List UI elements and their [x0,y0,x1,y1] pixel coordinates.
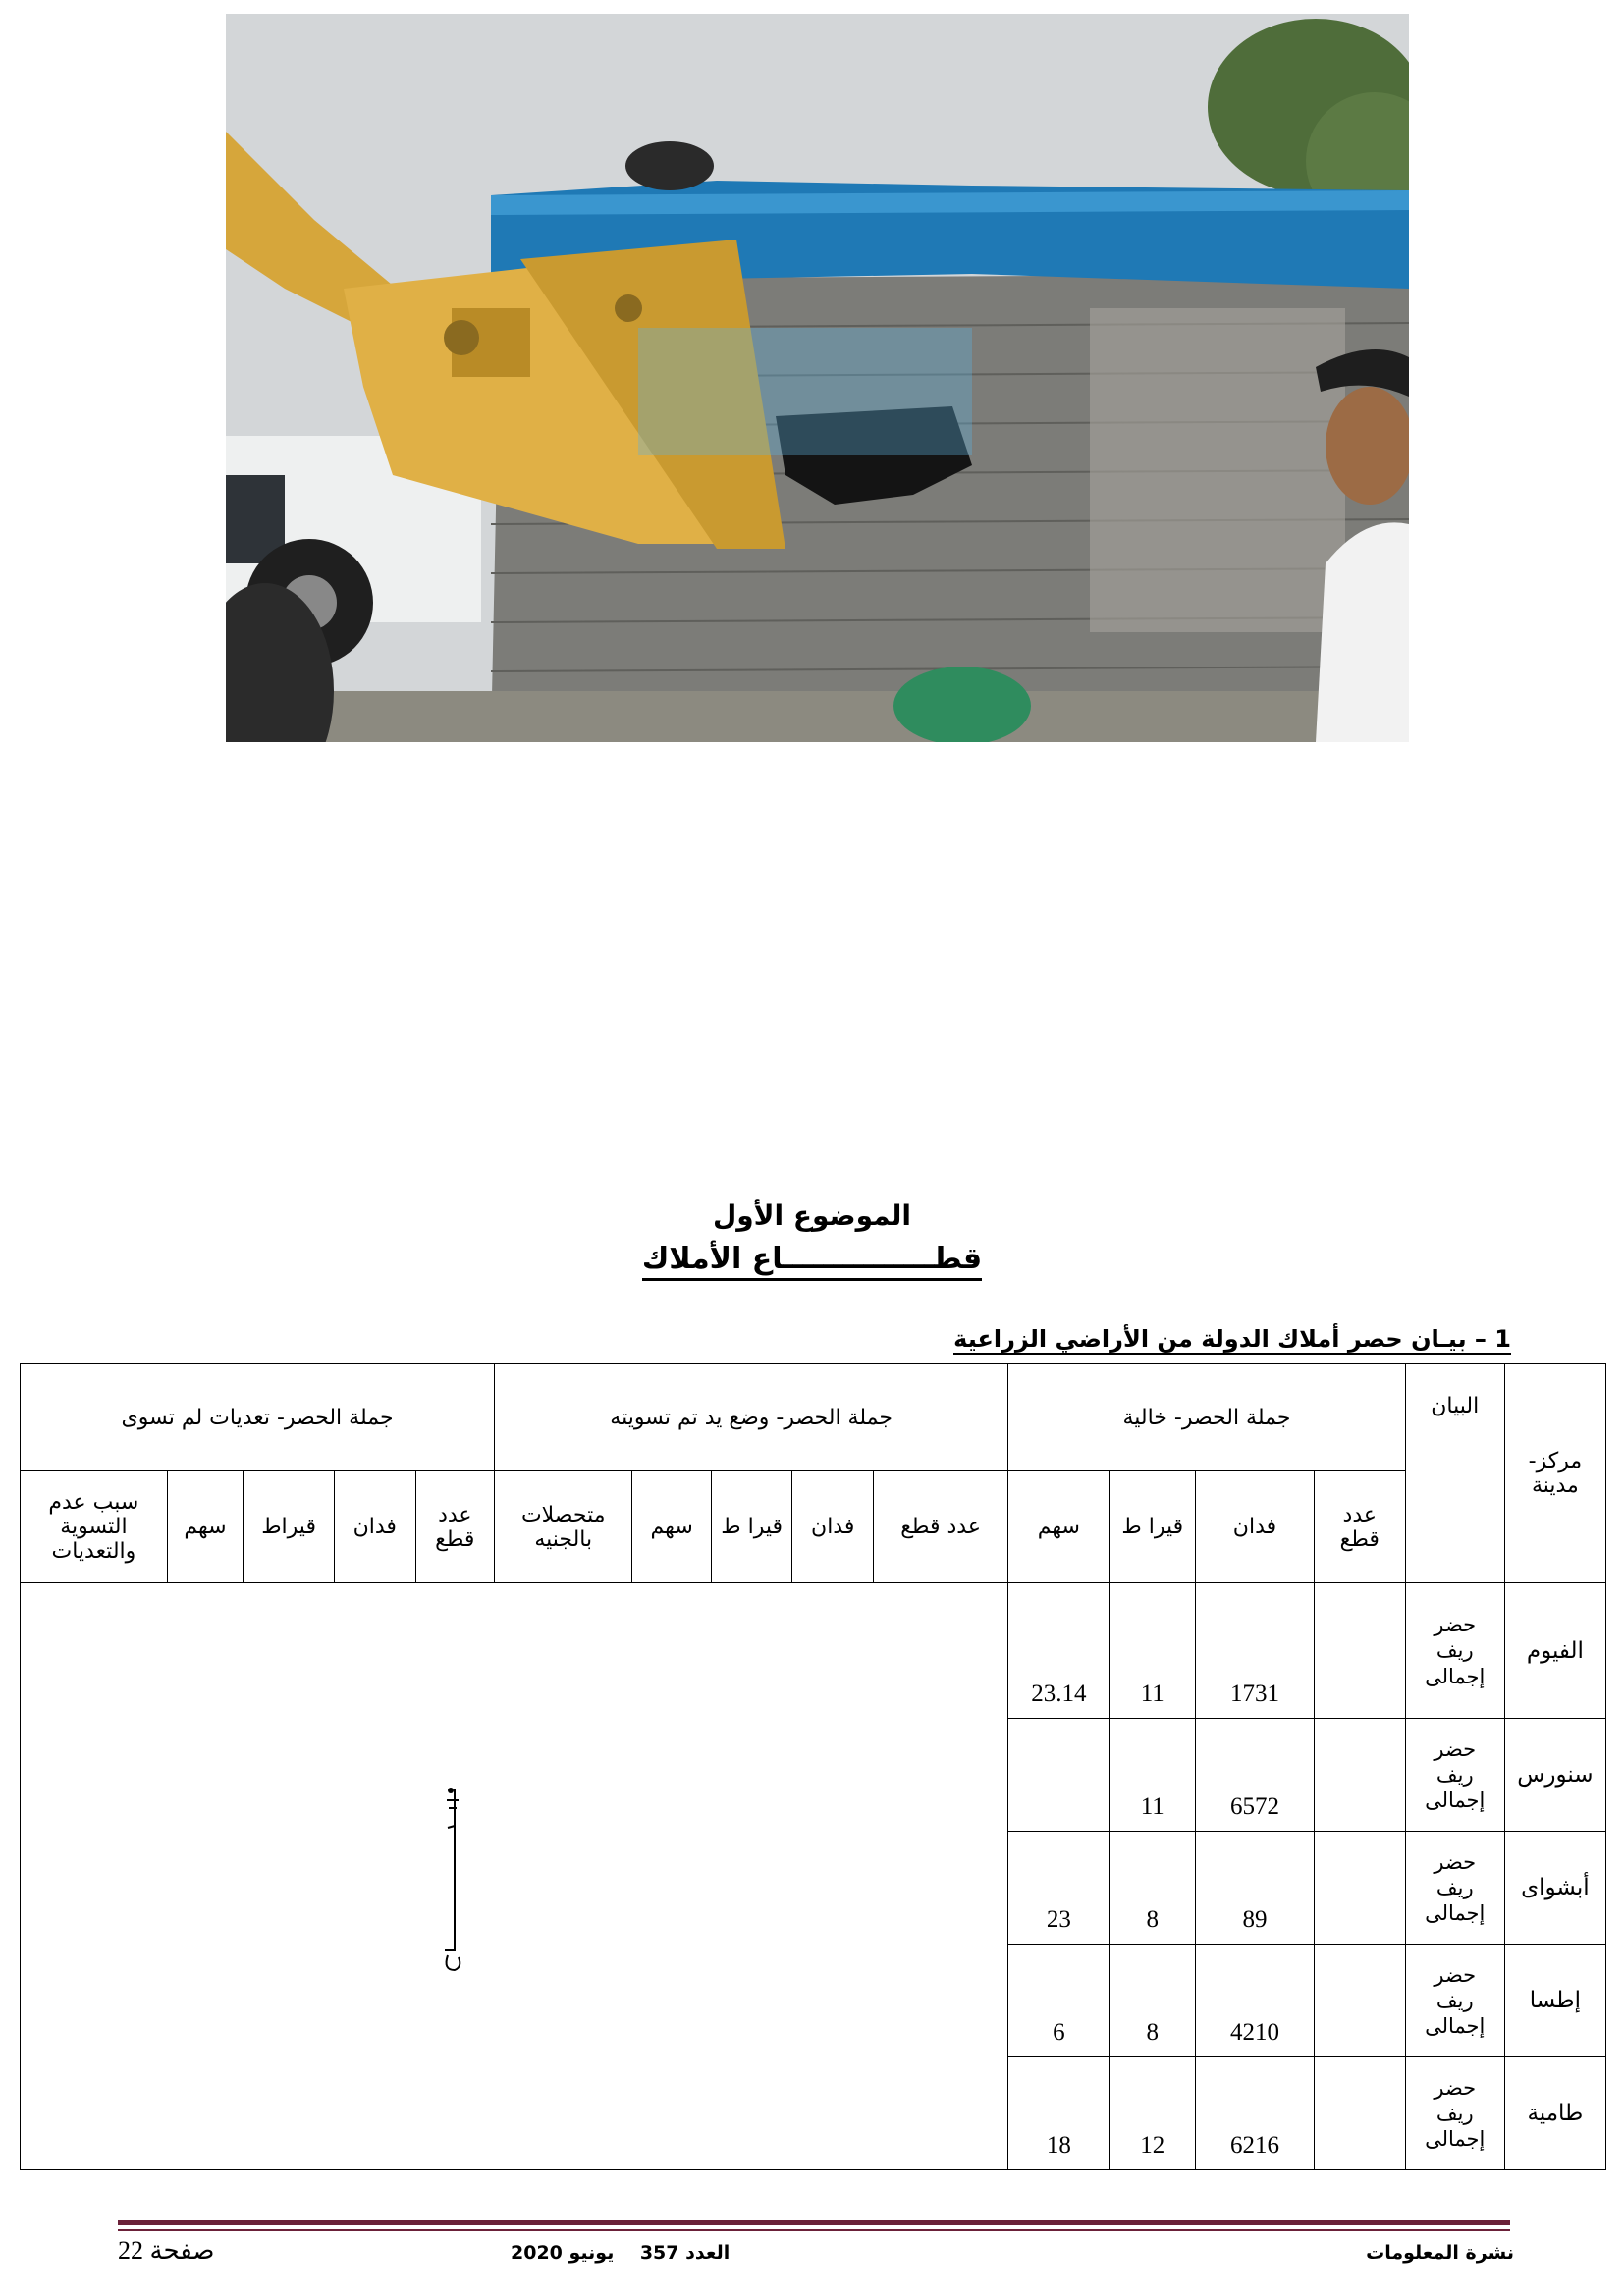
row-city: سنورس [1504,1719,1605,1832]
vacant-plots-cell [1314,1832,1405,1945]
header-group-settled: جملة الحصر- وضع يد تم تسويته [495,1364,1008,1471]
row-city: طامية [1504,2057,1605,2170]
demolition-photo [226,14,1409,742]
vacant-sahm-cell [1008,1719,1110,1832]
table-row [21,1583,1606,1719]
row-labels [1405,1719,1504,1832]
row-label-urban: حضر [1434,1613,1477,1637]
row-label-total: إجمالى [1425,2014,1486,2039]
header-unsettled-reason: سبب عدم التسوية والتعديات [21,1471,168,1583]
vacant-feddan-cell: 1731 [1196,1583,1315,1719]
header-settled-collections: متحصلات بالجنيه [495,1471,632,1583]
footer-publication: نشرة المعلومات [1366,2242,1514,2264]
row-labels [1405,1832,1504,1945]
header-group-unsettled: جملة الحصر- تعديات لم تسوى [21,1364,495,1471]
row-label-total: إجمالى [1425,1901,1486,1926]
header-vacant-qirat: قيرا ط [1110,1471,1196,1583]
vacant-plots-cell [1314,1583,1405,1719]
vacant-plots-cell [1314,1945,1405,2057]
header-vacant-feddan: فدان [1196,1471,1315,1583]
row-label-urban: حضر [1434,1736,1477,1761]
row-label-total: إجمالى [1425,1789,1486,1813]
footer-divider-thin [118,2229,1510,2231]
row-label-urban: حضر [1434,1849,1477,1874]
row-city: إطسا [1504,1945,1605,2057]
header-unsettled-feddan: فدان [335,1471,416,1583]
row-label-total: إجمالى [1425,2127,1486,2152]
vacant-sahm-cell: 6 [1008,1945,1110,2057]
vacant-sahm-cell: 18 [1008,2057,1110,2170]
row-labels [1405,2057,1504,2170]
vacant-qirat-cell: 11 [1110,1583,1196,1719]
table-caption [953,1325,1511,1353]
table-caption-text: 1 – بيـان حصر أملاك الدولة من الأراضي الزراعية [953,1325,1511,1353]
vacant-sahm-cell: 23.14 [1008,1583,1110,1719]
empty-settled-unsettled-area [21,1583,1008,2170]
vacant-plots-cell [1314,1719,1405,1832]
header-unsettled-qirat: قيراط [244,1471,335,1583]
row-city: أبشواى [1504,1832,1605,1945]
header-settled-feddan: فدان [792,1471,874,1583]
footer-divider [118,2220,1510,2225]
header-group-vacant: جملة الحصر- خالية [1008,1364,1405,1471]
vacant-feddan-cell: 89 [1196,1832,1315,1945]
vacant-qirat-cell: 8 [1110,1832,1196,1945]
vacant-plots-cell [1314,2057,1405,2170]
header-statement: البيان [1405,1364,1504,1583]
row-label-total: إجمالى [1425,1664,1486,1688]
row-label-urban: حضر [1434,2075,1477,2100]
header-center: مركز- مدينة [1504,1364,1605,1583]
vacant-qirat-cell: 12 [1110,2057,1196,2170]
vacant-feddan-cell: 6572 [1196,1719,1315,1832]
vacant-feddan-cell: 4210 [1196,1945,1315,2057]
vacant-sahm-cell: 23 [1008,1832,1110,1945]
vacant-qirat-cell: 8 [1110,1945,1196,2057]
row-label-rural: ريف [1435,1988,1474,2012]
header-unsettled-plots: عدد قطع [415,1471,494,1583]
sector-title-text: قطـــــــــــــــاع الأملاك [642,1242,982,1281]
footer-page-number: صفحة 22 [118,2236,215,2265]
land-survey-table [20,1363,1606,2170]
row-labels [1405,1583,1504,1719]
row-label-rural: ريف [1435,1638,1474,1663]
row-label-rural: ريف [1435,1875,1474,1899]
row-labels [1405,1945,1504,2057]
footer-issue: العدد 357 يونيو 2020 [511,2242,731,2264]
vacant-feddan-cell: 6216 [1196,2057,1315,2170]
header-unsettled-sahm: سهم [167,1471,243,1583]
row-city: الفيوم [1504,1583,1605,1719]
row-label-rural: ريف [1435,1762,1474,1787]
row-label-rural: ريف [1435,2101,1474,2125]
row-label-urban: حضر [1434,1962,1477,1987]
header-vacant-sahm: سهم [1008,1471,1110,1583]
header-vacant-plots: عدد قطع [1314,1471,1405,1583]
topic-title: الموضوع الأول [712,1200,912,1232]
vacant-qirat-cell: 11 [1110,1719,1196,1832]
demolition-photo-graphic [226,14,1409,742]
sector-title [0,1242,1624,1276]
header-settled-plots: عدد قطع [873,1471,1007,1583]
header-settled-sahm: سهم [632,1471,711,1583]
bracket-mark [433,1779,472,1975]
header-settled-qirat: قيرا ط [711,1471,792,1583]
